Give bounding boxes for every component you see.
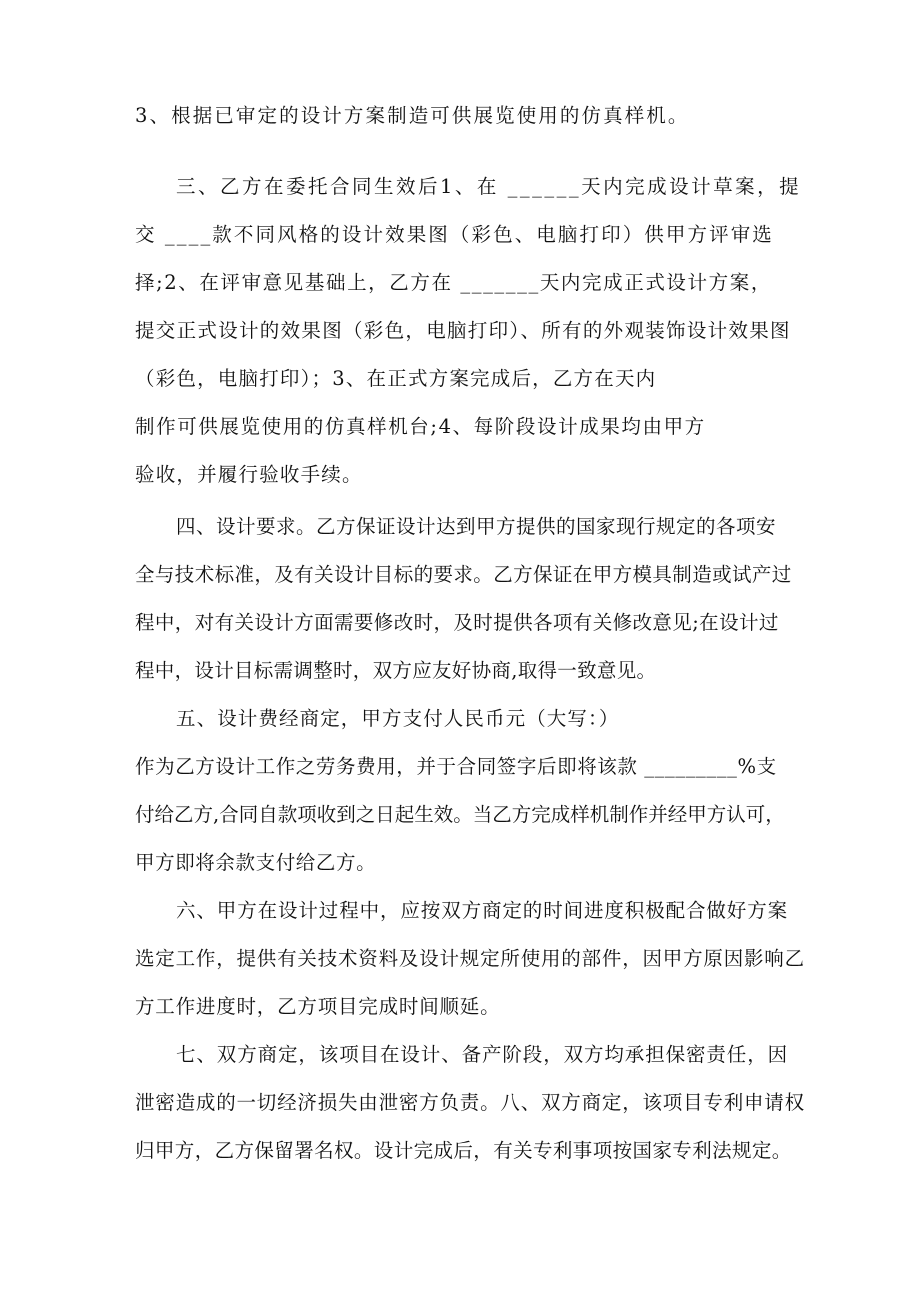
paragraph-line: 六、甲方在设计过程中，应按双方商定的时间进度积极配合做好方案: [176, 899, 789, 922]
paragraph-line: 验收，并履行验收手续。: [135, 463, 363, 486]
paragraph-line: 程中，对有关设计方面需要修改时，及时提供各项有关修改意见;在设计过: [135, 611, 779, 634]
paragraph-line: 3、根据已审定的设计方案制造可供展览使用的仿真样机。: [135, 104, 690, 127]
paragraph-line: （彩色，电脑打印）；3、在正式方案完成后，乙方在天内: [135, 367, 657, 390]
paragraph-line: 交 ____款不同风格的设计效果图（彩色、电脑打印）供甲方评审选: [135, 223, 774, 246]
paragraph-line: 择;2、在评审意见基础上，乙方在 _______天内完成正式设计方案，: [135, 271, 772, 294]
paragraph-line: 程中，设计目标需调整时，双方应友好协商,取得一致意见。: [135, 659, 657, 682]
paragraph-line: 五、设计费经商定，甲方支付人民币元（大写：）: [176, 707, 620, 730]
paragraph-line: 七、双方商定，该项目在设计、备产阶段，双方均承担保密责任，因: [176, 1043, 789, 1066]
paragraph-line: 提交正式设计的效果图（彩色，电脑打印）、所有的外观装饰设计效果图: [135, 319, 791, 342]
paragraph-line: 作为乙方设计工作之劳务费用，并于合同签字后即将该款 _________%支: [135, 755, 777, 778]
paragraph-line: 归甲方，乙方保留署名权。设计完成后，有关专利事项按国家专利法规定。: [135, 1139, 792, 1162]
paragraph-line: 甲方即将余款支付给乙方。: [135, 851, 377, 874]
paragraph-line: 方工作进度时，乙方项目完成时间顺延。: [135, 995, 501, 1018]
paragraph-line: 四、设计要求。乙方保证设计达到甲方提供的国家现行规定的各项安: [176, 515, 777, 538]
paragraph-line: 制作可供展览使用的仿真样机台;4、每阶段设计成果均由甲方: [135, 415, 706, 438]
paragraph-line: 泄密造成的一切经济损失由泄密方负责。八、双方商定，该项目专利申请权: [135, 1091, 805, 1114]
paragraph-line: 选定工作，提供有关技术资料及设计规定所使用的部件，因甲方原因影响乙: [135, 947, 805, 970]
paragraph-line: 全与技术标准，及有关设计目标的要求。乙方保证在甲方模具制造或试产过: [135, 563, 792, 586]
paragraph-line: 付给乙方,合同自款项收到之日起生效。当乙方完成样机制作并经甲方认可，: [135, 803, 785, 826]
paragraph-line: 三、乙方在委托合同生效后1、在 ______天内完成设计草案，提: [176, 175, 802, 198]
